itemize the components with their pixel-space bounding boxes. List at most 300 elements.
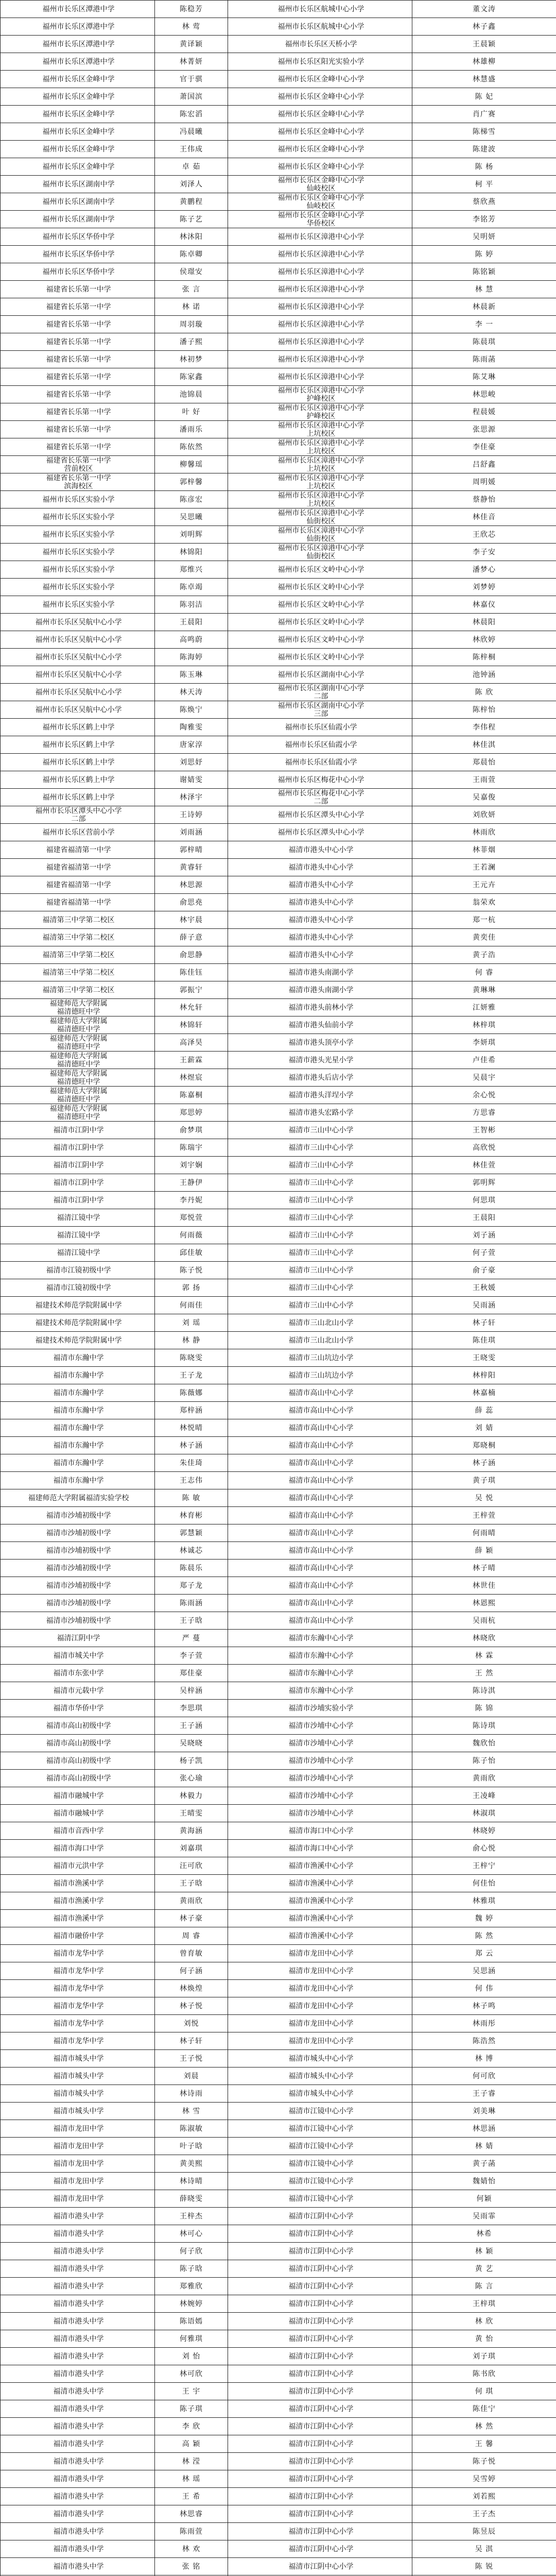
- name-cell-right-text: 陈浩然: [473, 2037, 496, 2045]
- table-row: [1, 1227, 556, 1244]
- name-cell-left: [155, 859, 228, 876]
- school-cell-left-text: 福清市江阴中学: [53, 1178, 104, 1187]
- table-row: [1, 1840, 556, 1857]
- name-cell-right-text: 卢佳希: [473, 1056, 496, 1064]
- school-cell-right-text: 福清市江阴中心小学: [288, 2527, 354, 2536]
- school-cell-right: [228, 1962, 412, 1980]
- school-cell-left-text: 福清市城关中学: [53, 1651, 104, 1660]
- name-cell-right-text: 陈佳琪: [473, 1336, 496, 1345]
- name-cell-right: [412, 2505, 556, 2523]
- school-cell-left: [1, 1016, 155, 1034]
- name-cell-left-text: 陈晨乐: [180, 1564, 203, 1572]
- school-cell-left-text: 福清第三中学第二校区: [42, 916, 115, 924]
- name-cell-right-text: 林欣婷: [473, 635, 496, 644]
- table-row: [1, 2470, 556, 2488]
- school-cell-right-text: 福清市江阴中心小学: [288, 2457, 354, 2466]
- name-cell-left-text: 刘明辉: [180, 530, 203, 539]
- name-cell-right: [412, 2400, 556, 2418]
- school-cell-left-text: 福清市江阴中学: [53, 1161, 104, 1170]
- school-cell-left-text: 福清市融侨中学: [53, 1931, 104, 1940]
- name-cell-right-text: 林 慧: [475, 285, 494, 294]
- name-cell-left: [155, 1647, 228, 1665]
- name-cell-right: [412, 841, 556, 859]
- name-cell-left-text: 林初梦: [180, 355, 203, 364]
- name-cell-left: [155, 1805, 228, 1822]
- name-cell-right-text: 王凌峰: [473, 1791, 496, 1800]
- name-cell-right-text: 郑晓桐: [473, 1441, 496, 1450]
- name-cell-left-text: 陈卓卿: [180, 250, 203, 259]
- school-cell-right-text: 福清市高山中心小学: [288, 1564, 354, 1572]
- name-cell-right: [412, 1665, 556, 1682]
- school-cell-right-text: 福州市长乐区漳港中心小学: [277, 285, 364, 294]
- name-cell-left: [155, 1227, 228, 1244]
- name-cell-left-text: 陈家鑫: [180, 372, 203, 381]
- school-cell-right-text: 福清市江镜中心小学: [288, 2107, 354, 2115]
- name-cell-right: [412, 2365, 556, 2383]
- name-cell-left-text: 李丹妮: [180, 1196, 203, 1205]
- table-row: [1, 1647, 556, 1665]
- school-cell-left: [1, 1472, 155, 1489]
- school-cell-right: [228, 754, 412, 771]
- name-cell-right: [412, 1472, 556, 1489]
- school-cell-right-text: 福清市三山中心小学: [288, 1126, 354, 1134]
- school-cell-left-text: 福清市沙埔初级中学: [46, 1546, 111, 1555]
- name-cell-right: [412, 2260, 556, 2278]
- school-cell-right: [228, 1262, 412, 1279]
- school-cell-right-text: 福州市长乐区金峰中心小学 仙岐校区: [277, 176, 364, 193]
- name-cell-right: [412, 158, 556, 176]
- name-cell-right: [412, 859, 556, 876]
- name-cell-right-text: 陈子怡: [473, 1756, 496, 1765]
- name-cell-left-text: 林悦晴: [180, 1423, 203, 1432]
- name-cell-right: [412, 1945, 556, 1962]
- name-cell-left-text: 林 瑶: [182, 2475, 201, 2483]
- school-cell-right-text: 福清市港头前林小学: [288, 1003, 354, 1012]
- table-row: [1, 1822, 556, 1840]
- table-row: [1, 1437, 556, 1454]
- school-cell-left-text: 福清市东瀚中学: [53, 1406, 104, 1415]
- name-cell-left: [155, 771, 228, 789]
- table-row: [1, 1174, 556, 1192]
- name-cell-right-text: 林晓婷: [473, 1826, 496, 1835]
- school-cell-left-text: 福州市长乐区金峰中学: [42, 110, 115, 118]
- table-row: [1, 2208, 556, 2225]
- name-cell-right: [412, 53, 556, 71]
- name-cell-left: [155, 1997, 228, 2015]
- table-row: [1, 36, 556, 53]
- table-row: [1, 2330, 556, 2348]
- school-cell-right-text: 福州市长乐区漳港中心小学 护峰校区: [277, 403, 364, 420]
- name-cell-right: [412, 2330, 556, 2348]
- school-cell-left: [1, 2278, 155, 2295]
- name-cell-right-text: 王晓雯: [473, 1353, 496, 1362]
- name-cell-right: [412, 2067, 556, 2085]
- name-cell-left: [155, 2330, 228, 2348]
- school-cell-right: [228, 473, 412, 491]
- name-cell-right-text: 池钟涵: [473, 670, 496, 679]
- table-row: [1, 421, 556, 438]
- table-row: [1, 964, 556, 981]
- name-cell-left-text: 林子轩: [180, 2037, 203, 2045]
- school-cell-right: [228, 1034, 412, 1052]
- school-cell-right: [228, 544, 412, 561]
- name-cell-left: [155, 1682, 228, 1700]
- school-cell-left-text: 福清市龙田中学: [53, 2159, 104, 2168]
- school-cell-right-text: 福州市长乐区漳港中心小学 上坑校区: [277, 421, 364, 438]
- school-cell-right-text: 福州市长乐区漳港中心小学: [277, 232, 364, 241]
- name-cell-left: [155, 824, 228, 841]
- name-cell-left-text: 王子晗: [180, 1879, 203, 1888]
- name-cell-right-text: 郑 云: [475, 1949, 494, 1958]
- name-cell-right: [412, 526, 556, 544]
- school-cell-right: [228, 2453, 412, 2470]
- name-cell-right-text: 林菲烟: [473, 845, 496, 854]
- school-cell-left-text: 福州市长乐区金峰中学: [42, 145, 115, 154]
- school-cell-left-text: 福清市江镜初级中学: [46, 1266, 111, 1275]
- name-cell-left: [155, 1524, 228, 1542]
- name-cell-left-text: 林可心: [180, 2229, 203, 2238]
- school-cell-right: [228, 1980, 412, 1997]
- school-cell-right-text: 福清市三山中心小学: [288, 1301, 354, 1310]
- table-row: [1, 2453, 556, 2470]
- school-cell-right-text: 福州市长乐区漳港中心小学 上坑校区: [277, 473, 364, 490]
- school-cell-right-text: 福清市江阴中心小学: [288, 2317, 354, 2326]
- name-cell-right-text: 翁荣欢: [473, 898, 496, 907]
- name-cell-right: [412, 1962, 556, 1980]
- school-cell-right: [228, 228, 412, 246]
- table-row: [1, 2348, 556, 2365]
- name-cell-right: [412, 1402, 556, 1419]
- name-cell-left: [155, 596, 228, 614]
- school-cell-right: [228, 2225, 412, 2243]
- school-cell-right: [228, 386, 412, 403]
- school-cell-left-text: 福清市东张中学: [53, 1669, 104, 1677]
- name-cell-left-text: 郑雅欣: [180, 2282, 203, 2291]
- name-cell-right-text: 林 霖: [475, 1651, 494, 1660]
- school-cell-right: [228, 2400, 412, 2418]
- school-cell-left-text: 福清江镜中学: [57, 1231, 100, 1240]
- school-cell-left: [1, 473, 155, 491]
- school-cell-right-text: 福清市高山中心小学: [288, 1546, 354, 1555]
- school-cell-right-text: 福清市龙田中心小学: [288, 1949, 354, 1958]
- school-cell-right: [228, 316, 412, 333]
- school-cell-right-text: 福清市三山北山小学: [288, 1318, 354, 1327]
- name-cell-left-text: 郑维兴: [180, 565, 203, 574]
- name-cell-left: [155, 2418, 228, 2435]
- school-cell-left-text: 福清第三中学第二校区: [42, 951, 115, 959]
- table-row: [1, 1104, 556, 1122]
- table-row: [1, 1595, 556, 1612]
- name-cell-left: [155, 368, 228, 386]
- school-cell-left: [1, 1437, 155, 1454]
- table-row: [1, 368, 556, 386]
- name-cell-right-text: 黄琳琳: [473, 986, 496, 994]
- school-cell-right-text: 福清市三山中心小学: [288, 1248, 354, 1257]
- name-cell-right-text: 刘欣妍: [473, 810, 496, 819]
- table-row: [1, 2260, 556, 2278]
- school-cell-left: [1, 1805, 155, 1822]
- name-cell-left: [155, 2085, 228, 2103]
- name-cell-right-text: 王 然: [475, 1669, 494, 1677]
- table-row: [1, 2365, 556, 2383]
- name-cell-left: [155, 1612, 228, 1630]
- school-cell-left: [1, 946, 155, 964]
- name-cell-left: [155, 1542, 228, 1560]
- school-cell-left-text: 福州市长乐区吴航中心小学: [35, 670, 122, 679]
- name-cell-left-text: 张心瑜: [180, 1774, 203, 1783]
- school-cell-left-text: 福清第三中学第二校区: [42, 986, 115, 994]
- name-cell-left: [155, 964, 228, 981]
- school-cell-right-text: 福清市高山中心小学: [288, 1441, 354, 1450]
- school-cell-right-text: 福清市海口中心小学: [288, 1844, 354, 1853]
- name-cell-left: [155, 526, 228, 544]
- name-cell-left-text: 柳馨瑶: [180, 460, 203, 469]
- name-cell-left-text: 林沐阳: [180, 232, 203, 241]
- name-cell-left: [155, 2278, 228, 2295]
- table-row: [1, 509, 556, 526]
- name-cell-right-text: 郑晨怡: [473, 758, 496, 767]
- school-cell-left: [1, 2488, 155, 2505]
- school-cell-left: [1, 1892, 155, 1910]
- name-cell-right: [412, 1560, 556, 1577]
- school-cell-left: [1, 2505, 155, 2523]
- school-cell-right: [228, 2015, 412, 2032]
- school-cell-left: [1, 701, 155, 719]
- school-cell-left: [1, 1454, 155, 1472]
- school-cell-right-text: 福州市长乐区漳港中心小学 护峰校区: [277, 386, 364, 403]
- name-cell-right: [412, 1122, 556, 1139]
- school-cell-right: [228, 2103, 412, 2120]
- name-cell-right: [412, 2138, 556, 2155]
- name-cell-left: [155, 2400, 228, 2418]
- school-cell-left-text: 福清市融城中学: [53, 1791, 104, 1800]
- table-row: [1, 1472, 556, 1489]
- school-cell-left: [1, 2015, 155, 2032]
- school-cell-right-text: 福清市港头中心小学: [288, 845, 354, 854]
- school-cell-left: [1, 1262, 155, 1279]
- name-cell-right: [412, 911, 556, 929]
- school-cell-left-text: 福清市沙埔初级中学: [46, 1564, 111, 1572]
- name-cell-right-text: 陈佳宁: [473, 2404, 496, 2413]
- school-cell-left: [1, 614, 155, 631]
- name-cell-left-text: 林思源: [180, 880, 203, 889]
- name-cell-left-text: 王晨阳: [180, 618, 203, 626]
- school-cell-right-text: 福州市长乐区湖南中心小学: [277, 670, 364, 679]
- school-cell-left: [1, 1192, 155, 1209]
- school-cell-right-text: 福清市高山中心小学: [288, 1476, 354, 1485]
- school-cell-right: [228, 36, 412, 53]
- name-cell-right-text: 王晨阳: [473, 1213, 496, 1222]
- school-cell-left-text: 福建省长乐第一中学: [46, 285, 111, 294]
- name-cell-left: [155, 1945, 228, 1962]
- school-cell-left: [1, 2435, 155, 2453]
- school-cell-left-text: 福建师范大学附属 福清德旺中学: [49, 1052, 108, 1069]
- name-cell-left: [155, 649, 228, 666]
- school-cell-left: [1, 211, 155, 228]
- school-cell-left-text: 福州市长乐区潭港中学: [42, 40, 115, 48]
- name-cell-left-text: 林 莺: [182, 22, 201, 31]
- school-cell-right: [228, 1840, 412, 1857]
- name-cell-left: [155, 123, 228, 141]
- school-cell-left-text: 福清市港头中学: [53, 2545, 104, 2553]
- school-cell-right: [228, 1419, 412, 1437]
- name-cell-left: [155, 911, 228, 929]
- name-cell-right: [412, 228, 556, 246]
- name-cell-right-text: 林思涵: [473, 2124, 496, 2133]
- name-cell-left-text: 刘宇娴: [180, 1161, 203, 1170]
- school-cell-right: [228, 1489, 412, 1507]
- name-cell-right: [412, 456, 556, 473]
- school-cell-right-text: 福清市江阴中心小学: [288, 2545, 354, 2553]
- name-cell-right: [412, 1700, 556, 1717]
- school-cell-right: [228, 1682, 412, 1700]
- school-cell-left-text: 福州市长乐区潭港中学: [42, 57, 115, 66]
- name-cell-left-text: 陈海婷: [180, 653, 203, 662]
- school-cell-right: [228, 1542, 412, 1560]
- school-cell-left: [1, 1875, 155, 1892]
- school-cell-left: [1, 2523, 155, 2540]
- school-cell-right: [228, 1822, 412, 1840]
- school-cell-right-text: 福清市江镜中心小学: [288, 2194, 354, 2203]
- name-cell-left-text: 叶子晗: [180, 2142, 203, 2150]
- school-cell-left: [1, 544, 155, 561]
- school-cell-right: [228, 1332, 412, 1349]
- school-cell-left: [1, 1419, 155, 1437]
- table-row: [1, 1069, 556, 1087]
- school-cell-left: [1, 2540, 155, 2558]
- name-cell-left-text: 黄鹏程: [180, 197, 203, 206]
- name-cell-left-text: 郑佳豪: [180, 1669, 203, 1677]
- name-cell-right: [412, 1297, 556, 1314]
- name-cell-right: [412, 579, 556, 596]
- name-cell-right: [412, 1752, 556, 1770]
- table-row: [1, 999, 556, 1016]
- school-cell-right: [228, 2155, 412, 2173]
- school-cell-right: [228, 1612, 412, 1630]
- name-cell-right: [412, 1892, 556, 1910]
- school-cell-right: [228, 1192, 412, 1209]
- name-cell-left-text: 林诗雨: [180, 2089, 203, 2098]
- school-cell-left: [1, 841, 155, 859]
- school-cell-left: [1, 1822, 155, 1840]
- name-cell-left-text: 黄美熙: [180, 2159, 203, 2168]
- name-cell-left: [155, 719, 228, 736]
- school-cell-right: [228, 491, 412, 509]
- name-cell-right-text: 林子鸣: [473, 2002, 496, 2010]
- name-cell-left-text: 林子豪: [180, 1914, 203, 1923]
- name-cell-right: [412, 421, 556, 438]
- school-cell-left-text: 福建师范大学附属 福清德旺中学: [49, 1034, 108, 1051]
- school-cell-left-text: 福州市长乐区吴航中心小学: [35, 618, 122, 626]
- school-cell-right-text: 福清市港头中心小学: [288, 898, 354, 907]
- name-cell-right: [412, 1, 556, 18]
- name-cell-left: [155, 631, 228, 649]
- school-cell-right-text: 福州市长乐区金峰中心小学: [277, 75, 364, 83]
- name-cell-left: [155, 2348, 228, 2365]
- name-cell-right-text: 林雨彤: [473, 2019, 496, 2028]
- name-cell-right-text: 黄 怡: [475, 2334, 494, 2343]
- school-cell-right: [228, 1367, 412, 1384]
- name-cell-right: [412, 789, 556, 806]
- school-cell-left-text: 福清市城头中学: [53, 2072, 104, 2080]
- school-cell-right: [228, 2365, 412, 2383]
- table-row: [1, 1314, 556, 1332]
- school-cell-right-text: 福清市港头后店小学: [288, 1073, 354, 1082]
- name-cell-left: [155, 2138, 228, 2155]
- school-cell-right-text: 福清市三山坑边小学: [288, 1353, 354, 1362]
- school-cell-left-text: 福州市长乐区鹤上中学: [42, 758, 115, 767]
- name-cell-left: [155, 2453, 228, 2470]
- name-cell-left: [155, 1052, 228, 1069]
- name-cell-right-text: 王元卉: [473, 880, 496, 889]
- name-cell-right-text: 林子鑫: [473, 22, 496, 31]
- name-cell-left-text: 王 宇: [182, 2387, 201, 2396]
- name-cell-right: [412, 544, 556, 561]
- school-cell-left: [1, 2260, 155, 2278]
- school-cell-right-text: 福州市长乐区金峰中心小学: [277, 162, 364, 171]
- school-cell-right: [228, 1122, 412, 1139]
- name-cell-right: [412, 1577, 556, 1595]
- school-cell-right: [228, 806, 412, 824]
- name-cell-left-text: 杨子凯: [180, 1756, 203, 1765]
- name-cell-left-text: 朱佳琦: [180, 1459, 203, 1467]
- school-cell-right: [228, 789, 412, 806]
- school-cell-left-text: 福清市沙埔初级中学: [46, 1511, 111, 1520]
- name-cell-right-text: 林梓阳: [473, 1371, 496, 1380]
- name-cell-left-text: 谢婧雯: [180, 775, 203, 784]
- name-cell-left: [155, 2505, 228, 2523]
- school-cell-left-text: 福清市融城中学: [53, 1809, 104, 1818]
- school-cell-right-text: 福清市高山中心小学: [288, 1406, 354, 1415]
- name-cell-right: [412, 2015, 556, 2032]
- school-cell-left: [1, 1945, 155, 1962]
- name-cell-right-text: 何 伟: [475, 1984, 494, 1993]
- school-cell-right-text: 福州市长乐区文岭中心小学: [277, 600, 364, 609]
- name-cell-left: [155, 2208, 228, 2225]
- name-cell-right-text: 陈晨琪: [473, 337, 496, 346]
- school-cell-left: [1, 1297, 155, 1314]
- name-cell-right-text: 王梓宁: [473, 1861, 496, 1870]
- table-row: [1, 2278, 556, 2295]
- school-cell-left: [1, 509, 155, 526]
- school-cell-left: [1, 1367, 155, 1384]
- school-cell-left-text: 福清市高山初级中学: [46, 1721, 111, 1730]
- school-cell-right: [228, 1157, 412, 1174]
- name-cell-left-text: 林可欣: [180, 2369, 203, 2378]
- name-cell-left-text: 何雨薇: [180, 1231, 203, 1240]
- name-cell-right-text: 李子安: [473, 548, 496, 556]
- name-cell-left: [155, 2155, 228, 2173]
- name-cell-right-text: 吴晨宇: [473, 1073, 496, 1082]
- name-cell-left-text: 何雨佳: [180, 1301, 203, 1310]
- table-row: [1, 2190, 556, 2208]
- name-cell-right-text: 董文涛: [473, 5, 496, 13]
- school-cell-left: [1, 106, 155, 123]
- table-row: [1, 701, 556, 719]
- name-cell-right: [412, 2050, 556, 2067]
- table-row: [1, 211, 556, 228]
- table-row: [1, 771, 556, 789]
- school-cell-right-text: 福清市三山中心小学: [288, 1266, 354, 1275]
- name-cell-left-text: 林菁妍: [180, 57, 203, 66]
- school-cell-right: [228, 929, 412, 946]
- school-cell-right: [228, 1945, 412, 1962]
- name-cell-right: [412, 176, 556, 193]
- school-cell-left: [1, 2470, 155, 2488]
- school-cell-left-text: 福州市长乐区吴航中心小学: [35, 635, 122, 644]
- school-cell-right-text: 福清市港头南湖小学: [288, 968, 354, 977]
- school-cell-left: [1, 684, 155, 701]
